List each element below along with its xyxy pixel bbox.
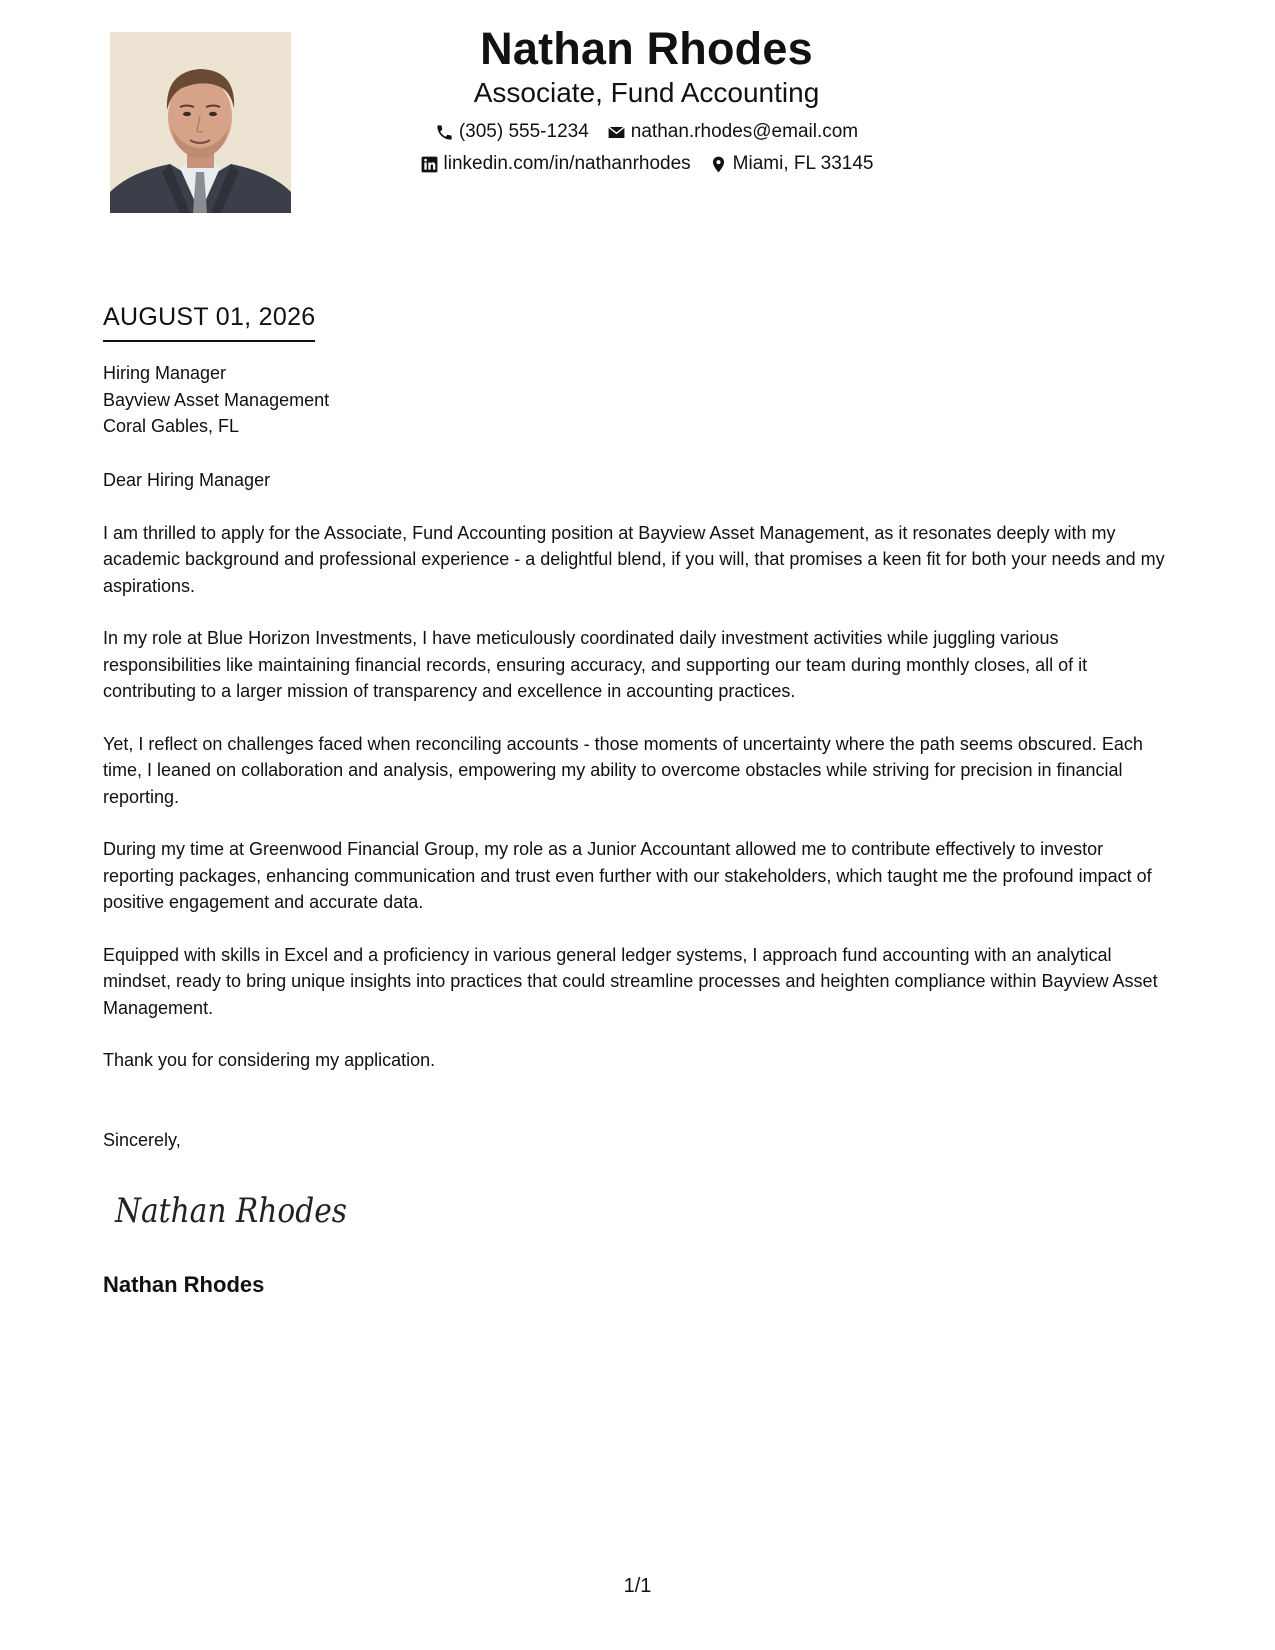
paragraph: Equipped with skills in Excel and a proficiency in various general ledger systems, I approach fund accounting with an analytical mindset, ready to bring unique insights into practices that could streamline processes and heighten compliance within Bayview Asset Management. (103, 944, 1158, 1018)
contact-line-2 (350, 148, 943, 180)
paragraph: I am thrilled to apply for the Associate, Fund Accounting position at Bayview Asset Management, as it resonates deeply with my academic background and professional experience - a delightful blend, if you will, that promises a keen fit for both your needs and my aspirations. (103, 522, 1165, 596)
contact-phone (435, 116, 589, 148)
signer-name: Nathan Rhodes (103, 1272, 265, 1297)
thank-you-line: Thank you for considering my application. (103, 1050, 436, 1070)
phone-icon (435, 123, 454, 142)
paragraph: Yet, I reflect on challenges faced when reconciling accounts - those moments of uncertainty where the path seems obscured. Each time, I leaned on collaboration and analysis, empowering my ability to overcome obstacles while striving for precision in financial reporting. (103, 733, 1143, 807)
linkedin-text: linkedin.com/in/nathanrhodes (443, 153, 691, 174)
recipient-block (103, 360, 329, 440)
letter-body (103, 467, 1178, 1100)
paragraph: During my time at Greenwood Financial Group, my role as a Junior Accountant allowed me to contribute effectively to investor reporting packages, enhancing communication and trust even further with our stakeholders, which taught me the profound impact of positive engagement and accurate data. (103, 839, 1152, 912)
page-number: 1/1 (623, 1575, 652, 1597)
phone-text: (305) 555-1234 (458, 121, 589, 142)
handwritten-signature (113, 1182, 353, 1238)
letter-header (350, 22, 943, 180)
paragraph: In my role at Blue Horizon Investments, I have meticulously coordinated daily investment activities while juggling various responsibilities like maintaining financial records, ensuring accuracy, and supporting our team during monthly closes, all of it contributing to a larger mission of transparency and excellence in accounting practices. (103, 628, 1088, 701)
email-text: nathan.rhodes@email.com (630, 121, 859, 142)
recipient-company: Bayview Asset Management (103, 389, 330, 410)
envelope-icon (607, 123, 626, 142)
greeting: Dear Hiring Manager (103, 470, 271, 490)
profile-photo (110, 32, 291, 213)
letter-date: AUGUST 01, 2026 (103, 300, 315, 342)
contact-location (709, 148, 874, 180)
applicant-name: Nathan Rhodes (480, 23, 813, 74)
applicant-title: Associate, Fund Accounting (473, 77, 820, 108)
closing: Sincerely, (103, 1130, 181, 1150)
date-block (103, 300, 315, 342)
contact-linkedin[interactable] (420, 148, 691, 180)
recipient-location: Coral Gables, FL (103, 416, 240, 436)
map-pin-icon (709, 155, 728, 174)
contact-line-1 (350, 116, 943, 148)
linkedin-icon (420, 155, 439, 174)
location-text: Miami, FL 33145 (732, 153, 874, 174)
recipient-name: Hiring Manager (103, 363, 227, 383)
contact-email[interactable] (607, 116, 858, 148)
svg-text:Nathan Rhodes: Nathan Rhodes (114, 1191, 348, 1231)
